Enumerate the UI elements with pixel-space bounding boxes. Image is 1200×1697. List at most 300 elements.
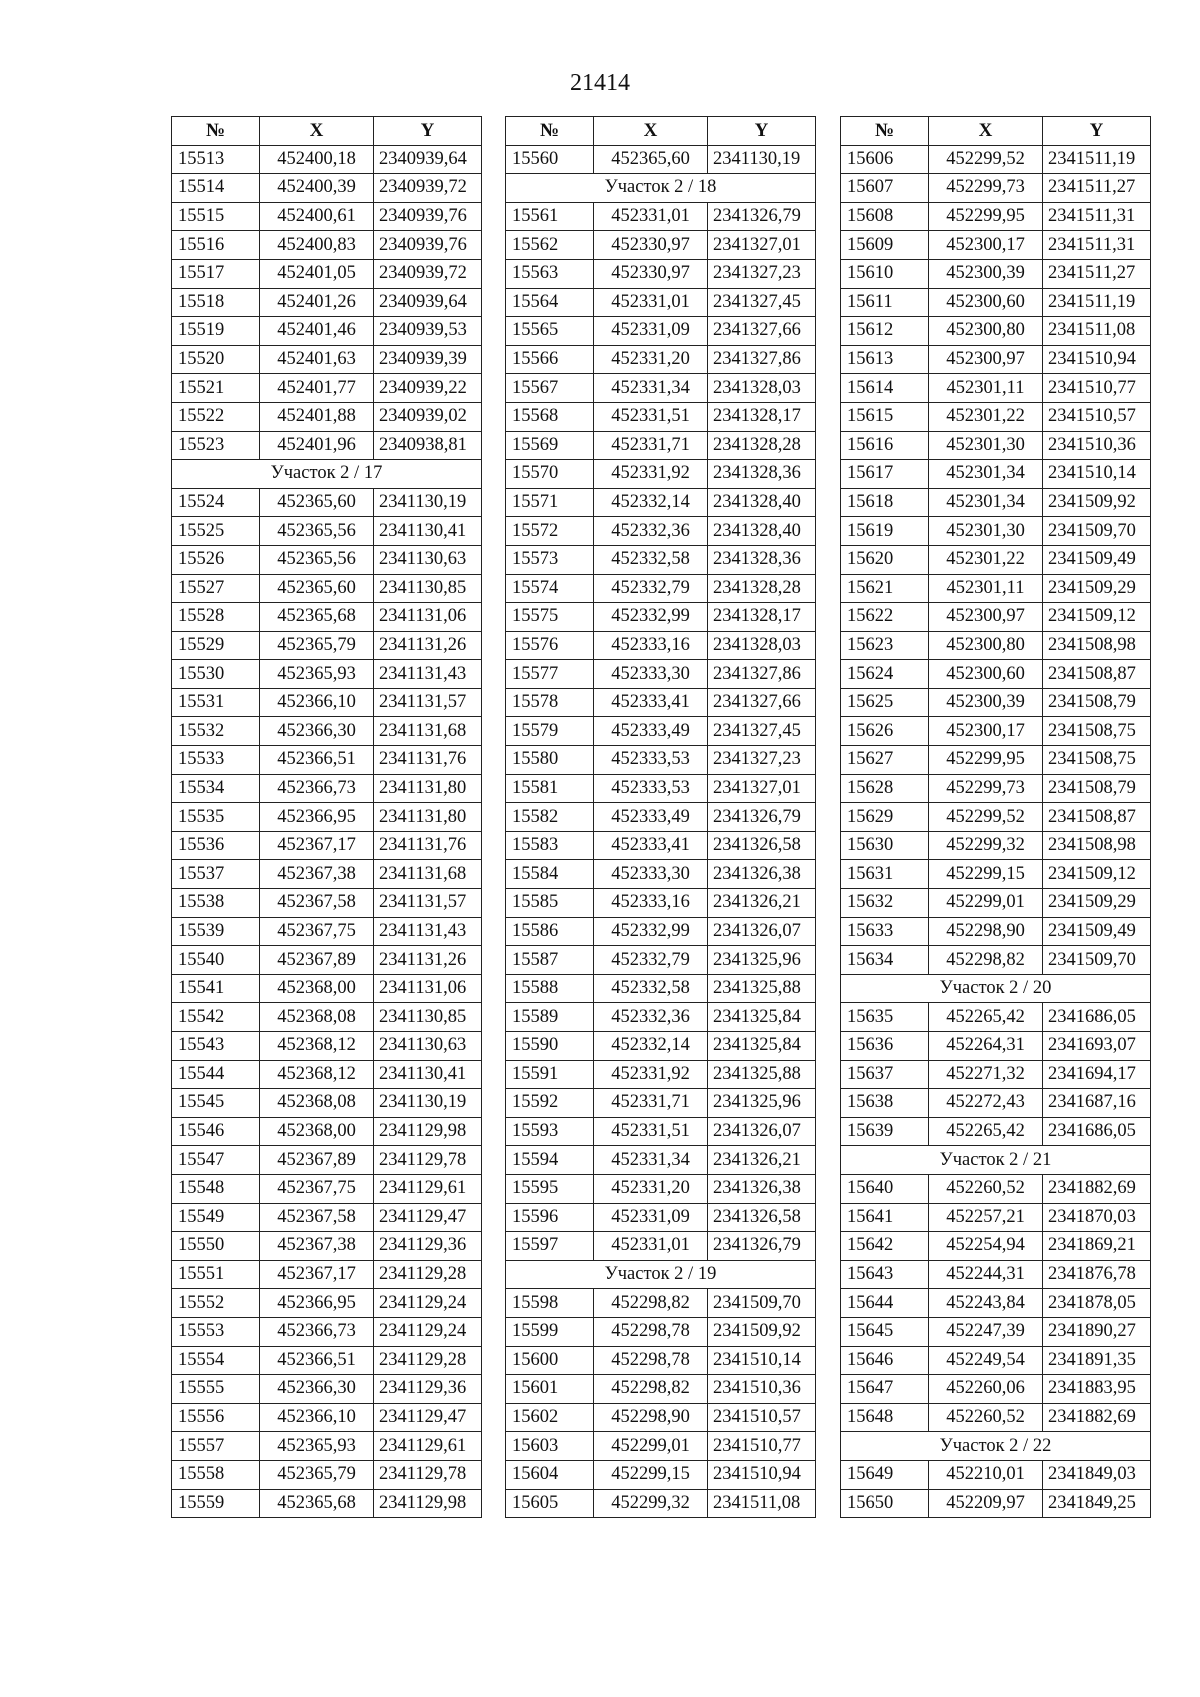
y-coordinate-cell: 2341129,78	[374, 1146, 482, 1175]
y-coordinate-cell: 2341131,68	[374, 860, 482, 889]
x-coordinate-cell: 452366,95	[260, 803, 374, 832]
x-coordinate-cell: 452243,84	[929, 1289, 1043, 1318]
table-row	[841, 1289, 1151, 1318]
y-coordinate-cell: 2341326,79	[708, 202, 816, 231]
y-coordinate-cell: 2341327,23	[708, 259, 816, 288]
table-row	[172, 717, 482, 746]
y-coordinate-cell: 2341511,19	[1043, 288, 1151, 317]
section-title: Участок 2 / 22	[841, 1432, 1151, 1461]
y-coordinate-cell: 2341327,86	[708, 660, 816, 689]
x-coordinate-cell: 452257,21	[929, 1203, 1043, 1232]
x-coordinate-cell: 452331,34	[594, 374, 708, 403]
y-coordinate-cell: 2341508,75	[1043, 746, 1151, 775]
point-number-cell: 15574	[506, 574, 594, 603]
point-number-cell: 15614	[841, 374, 929, 403]
point-number-cell: 15588	[506, 974, 594, 1003]
y-coordinate-cell: 2341325,96	[708, 946, 816, 975]
point-number-cell: 15645	[841, 1317, 929, 1346]
table-row	[506, 460, 816, 489]
y-coordinate-cell: 2341508,75	[1043, 717, 1151, 746]
x-coordinate-cell: 452333,53	[594, 746, 708, 775]
y-coordinate-cell: 2341326,79	[708, 1232, 816, 1261]
x-coordinate-cell: 452332,58	[594, 545, 708, 574]
x-coordinate-cell: 452331,09	[594, 317, 708, 346]
y-coordinate-cell: 2341129,24	[374, 1289, 482, 1318]
point-number-cell: 15556	[172, 1403, 260, 1432]
y-coordinate-cell: 2341510,94	[1043, 345, 1151, 374]
point-number-cell: 15559	[172, 1489, 260, 1518]
y-coordinate-cell: 2341325,88	[708, 1060, 816, 1089]
point-number-cell: 15620	[841, 545, 929, 574]
point-number-cell: 15543	[172, 1032, 260, 1061]
point-number-cell: 15527	[172, 574, 260, 603]
y-coordinate-cell: 2341130,19	[374, 1089, 482, 1118]
table-row	[172, 374, 482, 403]
section-header-row	[841, 974, 1151, 1003]
table-row	[172, 1489, 482, 1518]
table-row	[506, 1375, 816, 1404]
x-coordinate-cell: 452272,43	[929, 1089, 1043, 1118]
table-row	[172, 517, 482, 546]
y-coordinate-cell: 2340939,53	[374, 317, 482, 346]
table-row	[506, 1403, 816, 1432]
y-coordinate-cell: 2341511,08	[1043, 317, 1151, 346]
x-coordinate-cell: 452401,26	[260, 288, 374, 317]
point-number-cell: 15550	[172, 1232, 260, 1261]
point-number-cell: 15522	[172, 402, 260, 431]
table-row	[506, 1174, 816, 1203]
table-row	[841, 1460, 1151, 1489]
table-row	[506, 660, 816, 689]
header-y: Y	[1043, 117, 1151, 146]
point-number-cell: 15557	[172, 1432, 260, 1461]
x-coordinate-cell: 452332,58	[594, 974, 708, 1003]
point-number-cell: 15576	[506, 631, 594, 660]
y-coordinate-cell: 2341327,45	[708, 717, 816, 746]
point-number-cell: 15640	[841, 1174, 929, 1203]
point-number-cell: 15621	[841, 574, 929, 603]
x-coordinate-cell: 452331,01	[594, 202, 708, 231]
x-coordinate-cell: 452332,36	[594, 517, 708, 546]
table-row	[841, 517, 1151, 546]
point-number-cell: 15650	[841, 1489, 929, 1518]
table-row	[841, 1089, 1151, 1118]
x-coordinate-cell: 452333,16	[594, 889, 708, 918]
table-row	[506, 145, 816, 174]
x-coordinate-cell: 452332,14	[594, 1032, 708, 1061]
y-coordinate-cell: 2341882,69	[1043, 1403, 1151, 1432]
x-coordinate-cell: 452260,52	[929, 1174, 1043, 1203]
point-number-cell: 15626	[841, 717, 929, 746]
x-coordinate-cell: 452401,88	[260, 402, 374, 431]
table-row	[841, 1060, 1151, 1089]
point-number-cell: 15613	[841, 345, 929, 374]
x-coordinate-cell: 452299,15	[594, 1460, 708, 1489]
y-coordinate-cell: 2340939,22	[374, 374, 482, 403]
x-coordinate-cell: 452301,30	[929, 431, 1043, 460]
x-coordinate-cell: 452400,18	[260, 145, 374, 174]
point-number-cell: 15531	[172, 688, 260, 717]
y-coordinate-cell: 2340939,72	[374, 174, 482, 203]
point-number-cell: 15602	[506, 1403, 594, 1432]
coordinate-table-1	[171, 116, 482, 1518]
x-coordinate-cell: 452264,31	[929, 1032, 1043, 1061]
table-row	[172, 1174, 482, 1203]
point-number-cell: 15553	[172, 1317, 260, 1346]
point-number-cell: 15598	[506, 1289, 594, 1318]
y-coordinate-cell: 2341509,70	[1043, 946, 1151, 975]
x-coordinate-cell: 452298,82	[594, 1289, 708, 1318]
point-number-cell: 15571	[506, 488, 594, 517]
table-row	[172, 631, 482, 660]
y-coordinate-cell: 2341131,68	[374, 717, 482, 746]
y-coordinate-cell: 2341511,08	[708, 1489, 816, 1518]
point-number-cell: 15540	[172, 946, 260, 975]
y-coordinate-cell: 2341508,79	[1043, 688, 1151, 717]
point-number-cell: 15551	[172, 1260, 260, 1289]
table-row	[506, 688, 816, 717]
x-coordinate-cell: 452333,49	[594, 717, 708, 746]
x-coordinate-cell: 452367,17	[260, 831, 374, 860]
y-coordinate-cell: 2341687,16	[1043, 1089, 1151, 1118]
x-coordinate-cell: 452332,14	[594, 488, 708, 517]
y-coordinate-cell: 2341327,45	[708, 288, 816, 317]
table-row	[172, 946, 482, 975]
x-coordinate-cell: 452332,79	[594, 574, 708, 603]
y-coordinate-cell: 2341130,63	[374, 545, 482, 574]
point-number-cell: 15565	[506, 317, 594, 346]
section-title: Участок 2 / 18	[506, 174, 816, 203]
point-number-cell: 15539	[172, 917, 260, 946]
y-coordinate-cell: 2341508,87	[1043, 803, 1151, 832]
y-coordinate-cell: 2341328,40	[708, 517, 816, 546]
y-coordinate-cell: 2341130,85	[374, 574, 482, 603]
table-row	[172, 1403, 482, 1432]
x-coordinate-cell: 452299,32	[929, 831, 1043, 860]
point-number-cell: 15599	[506, 1317, 594, 1346]
x-coordinate-cell: 452299,01	[594, 1432, 708, 1461]
table-row	[841, 1203, 1151, 1232]
x-coordinate-cell: 452331,09	[594, 1203, 708, 1232]
table-row	[506, 345, 816, 374]
table-row	[841, 574, 1151, 603]
table-body	[172, 145, 482, 1518]
table-row	[172, 1003, 482, 1032]
point-number-cell: 15584	[506, 860, 594, 889]
table-row	[506, 1146, 816, 1175]
y-coordinate-cell: 2341328,28	[708, 431, 816, 460]
y-coordinate-cell: 2341129,36	[374, 1232, 482, 1261]
point-number-cell: 15581	[506, 774, 594, 803]
point-number-cell: 15575	[506, 603, 594, 632]
section-header-row	[506, 1260, 816, 1289]
y-coordinate-cell: 2341509,49	[1043, 917, 1151, 946]
y-coordinate-cell: 2341129,47	[374, 1403, 482, 1432]
x-coordinate-cell: 452331,51	[594, 402, 708, 431]
y-coordinate-cell: 2341328,36	[708, 545, 816, 574]
x-coordinate-cell: 452366,95	[260, 1289, 374, 1318]
y-coordinate-cell: 2341509,12	[1043, 603, 1151, 632]
point-number-cell: 15518	[172, 288, 260, 317]
y-coordinate-cell: 2341131,26	[374, 946, 482, 975]
point-number-cell: 15513	[172, 145, 260, 174]
table-row	[841, 259, 1151, 288]
y-coordinate-cell: 2341129,28	[374, 1346, 482, 1375]
table-row	[841, 1260, 1151, 1289]
y-coordinate-cell: 2341326,38	[708, 1174, 816, 1203]
table-row	[506, 1489, 816, 1518]
point-number-cell: 15579	[506, 717, 594, 746]
point-number-cell: 15545	[172, 1089, 260, 1118]
point-number-cell: 15625	[841, 688, 929, 717]
table-row	[172, 1060, 482, 1089]
point-number-cell: 15635	[841, 1003, 929, 1032]
x-coordinate-cell: 452249,54	[929, 1346, 1043, 1375]
table-row	[172, 1460, 482, 1489]
x-coordinate-cell: 452300,80	[929, 317, 1043, 346]
x-coordinate-cell: 452330,97	[594, 231, 708, 260]
table-row	[506, 402, 816, 431]
table-row	[172, 431, 482, 460]
table-row	[172, 1432, 482, 1461]
y-coordinate-cell: 2341511,19	[1043, 145, 1151, 174]
table-row	[506, 860, 816, 889]
y-coordinate-cell: 2341131,06	[374, 974, 482, 1003]
table-row	[841, 803, 1151, 832]
y-coordinate-cell: 2341509,12	[1043, 860, 1151, 889]
y-coordinate-cell: 2341508,98	[1043, 831, 1151, 860]
y-coordinate-cell: 2341129,61	[374, 1174, 482, 1203]
coordinate-table-3	[840, 116, 1151, 1518]
y-coordinate-cell: 2341327,23	[708, 746, 816, 775]
x-coordinate-cell: 452300,97	[929, 603, 1043, 632]
point-number-cell: 15624	[841, 660, 929, 689]
table-body	[841, 145, 1151, 1518]
x-coordinate-cell: 452367,75	[260, 1174, 374, 1203]
table-row	[841, 1003, 1151, 1032]
point-number-cell: 15627	[841, 746, 929, 775]
table-header-row	[506, 117, 816, 146]
x-coordinate-cell: 452271,32	[929, 1060, 1043, 1089]
table-row	[172, 402, 482, 431]
y-coordinate-cell: 2341129,98	[374, 1117, 482, 1146]
y-coordinate-cell: 2341130,19	[374, 488, 482, 517]
x-coordinate-cell: 452365,60	[594, 145, 708, 174]
table-row	[841, 374, 1151, 403]
y-coordinate-cell: 2341328,28	[708, 574, 816, 603]
x-coordinate-cell: 452400,83	[260, 231, 374, 260]
table-row	[172, 1375, 482, 1404]
y-coordinate-cell: 2341849,03	[1043, 1460, 1151, 1489]
point-number-cell: 15577	[506, 660, 594, 689]
y-coordinate-cell: 2341510,57	[708, 1403, 816, 1432]
x-coordinate-cell: 452265,42	[929, 1117, 1043, 1146]
table-row	[506, 603, 816, 632]
y-coordinate-cell: 2341129,78	[374, 1460, 482, 1489]
table-row	[841, 145, 1151, 174]
table-row	[172, 1260, 482, 1289]
y-coordinate-cell: 2341327,01	[708, 774, 816, 803]
table-row	[506, 259, 816, 288]
table-row	[841, 288, 1151, 317]
table-row	[172, 231, 482, 260]
y-coordinate-cell: 2341511,31	[1043, 231, 1151, 260]
x-coordinate-cell: 452333,41	[594, 831, 708, 860]
y-coordinate-cell: 2341891,35	[1043, 1346, 1151, 1375]
point-number-cell: 15603	[506, 1432, 594, 1461]
point-number-cell: 15549	[172, 1203, 260, 1232]
point-number-cell: 15578	[506, 688, 594, 717]
x-coordinate-cell: 452332,99	[594, 603, 708, 632]
point-number-cell: 15568	[506, 402, 594, 431]
y-coordinate-cell: 2340939,72	[374, 259, 482, 288]
table-row	[506, 974, 816, 1003]
table-row	[506, 202, 816, 231]
point-number-cell: 15525	[172, 517, 260, 546]
header-number: №	[841, 117, 929, 146]
y-coordinate-cell: 2341327,66	[708, 317, 816, 346]
y-coordinate-cell: 2341326,07	[708, 1117, 816, 1146]
table-row	[172, 1317, 482, 1346]
x-coordinate-cell: 452298,78	[594, 1346, 708, 1375]
table-row	[841, 174, 1151, 203]
table-row	[506, 831, 816, 860]
x-coordinate-cell: 452301,34	[929, 460, 1043, 489]
table-row	[841, 231, 1151, 260]
table-row	[506, 746, 816, 775]
table-row	[841, 317, 1151, 346]
table-row	[172, 1203, 482, 1232]
table-row	[506, 1232, 816, 1261]
x-coordinate-cell: 452300,39	[929, 259, 1043, 288]
y-coordinate-cell: 2341328,17	[708, 402, 816, 431]
point-number-cell: 15514	[172, 174, 260, 203]
table-row	[841, 1403, 1151, 1432]
x-coordinate-cell: 452401,05	[260, 259, 374, 288]
section-header-row	[506, 174, 816, 203]
x-coordinate-cell: 452331,01	[594, 288, 708, 317]
table-row	[506, 917, 816, 946]
y-coordinate-cell: 2341131,43	[374, 660, 482, 689]
x-coordinate-cell: 452366,30	[260, 717, 374, 746]
point-number-cell: 15600	[506, 1346, 594, 1375]
x-coordinate-cell: 452298,82	[929, 946, 1043, 975]
y-coordinate-cell: 2341882,69	[1043, 1174, 1151, 1203]
table-row	[841, 1489, 1151, 1518]
point-number-cell: 15554	[172, 1346, 260, 1375]
x-coordinate-cell: 452401,77	[260, 374, 374, 403]
y-coordinate-cell: 2341130,63	[374, 1032, 482, 1061]
point-number-cell: 15623	[841, 631, 929, 660]
table-row	[841, 1346, 1151, 1375]
table-row	[172, 145, 482, 174]
x-coordinate-cell: 452260,06	[929, 1375, 1043, 1404]
y-coordinate-cell: 2341328,03	[708, 631, 816, 660]
point-number-cell: 15537	[172, 860, 260, 889]
header-x: X	[260, 117, 374, 146]
y-coordinate-cell: 2341131,57	[374, 688, 482, 717]
y-coordinate-cell: 2341511,31	[1043, 202, 1151, 231]
table-row	[506, 545, 816, 574]
point-number-cell: 15528	[172, 603, 260, 632]
point-number-cell: 15534	[172, 774, 260, 803]
table-row	[841, 1117, 1151, 1146]
x-coordinate-cell: 452331,01	[594, 1232, 708, 1261]
point-number-cell: 15589	[506, 1003, 594, 1032]
x-coordinate-cell: 452301,22	[929, 402, 1043, 431]
y-coordinate-cell: 2340939,76	[374, 231, 482, 260]
y-coordinate-cell: 2341131,80	[374, 774, 482, 803]
point-number-cell: 15649	[841, 1460, 929, 1489]
y-coordinate-cell: 2341508,98	[1043, 631, 1151, 660]
table-row	[506, 1060, 816, 1089]
y-coordinate-cell: 2341326,21	[708, 889, 816, 918]
table-row	[172, 660, 482, 689]
point-number-cell: 15619	[841, 517, 929, 546]
table-row	[172, 574, 482, 603]
header-x: X	[929, 117, 1043, 146]
x-coordinate-cell: 452365,60	[260, 574, 374, 603]
point-number-cell: 15629	[841, 803, 929, 832]
y-coordinate-cell: 2341509,92	[1043, 488, 1151, 517]
point-number-cell: 15587	[506, 946, 594, 975]
point-number-cell: 15567	[506, 374, 594, 403]
point-number-cell: 15538	[172, 889, 260, 918]
y-coordinate-cell: 2341883,95	[1043, 1375, 1151, 1404]
point-number-cell: 15608	[841, 202, 929, 231]
table-row	[172, 860, 482, 889]
table-row	[841, 1174, 1151, 1203]
table-row	[841, 345, 1151, 374]
table-row	[506, 1089, 816, 1118]
x-coordinate-cell: 452209,97	[929, 1489, 1043, 1518]
y-coordinate-cell: 2341510,36	[1043, 431, 1151, 460]
y-coordinate-cell: 2341328,03	[708, 374, 816, 403]
y-coordinate-cell: 2341129,24	[374, 1317, 482, 1346]
point-number-cell: 15547	[172, 1146, 260, 1175]
table-row	[506, 374, 816, 403]
table-row	[172, 974, 482, 1003]
point-number-cell: 15611	[841, 288, 929, 317]
y-coordinate-cell: 2341327,66	[708, 688, 816, 717]
point-number-cell: 15548	[172, 1174, 260, 1203]
y-coordinate-cell: 2341326,21	[708, 1146, 816, 1175]
coordinate-table-2	[505, 116, 816, 1518]
y-coordinate-cell: 2341325,84	[708, 1003, 816, 1032]
x-coordinate-cell: 452401,46	[260, 317, 374, 346]
y-coordinate-cell: 2341509,92	[708, 1317, 816, 1346]
table-row	[841, 889, 1151, 918]
point-number-cell: 15648	[841, 1403, 929, 1432]
point-number-cell: 15639	[841, 1117, 929, 1146]
table-row	[172, 1089, 482, 1118]
y-coordinate-cell: 2341509,49	[1043, 545, 1151, 574]
y-coordinate-cell: 2340939,64	[374, 145, 482, 174]
point-number-cell: 15560	[506, 145, 594, 174]
table-row	[506, 1460, 816, 1489]
x-coordinate-cell: 452368,00	[260, 974, 374, 1003]
x-coordinate-cell: 452300,60	[929, 660, 1043, 689]
x-coordinate-cell: 452331,20	[594, 1174, 708, 1203]
point-number-cell: 15535	[172, 803, 260, 832]
y-coordinate-cell: 2340939,02	[374, 402, 482, 431]
y-coordinate-cell: 2341876,78	[1043, 1260, 1151, 1289]
y-coordinate-cell: 2341870,03	[1043, 1203, 1151, 1232]
table-row	[506, 631, 816, 660]
table-row	[172, 545, 482, 574]
table-row	[841, 202, 1151, 231]
x-coordinate-cell: 452331,92	[594, 460, 708, 489]
